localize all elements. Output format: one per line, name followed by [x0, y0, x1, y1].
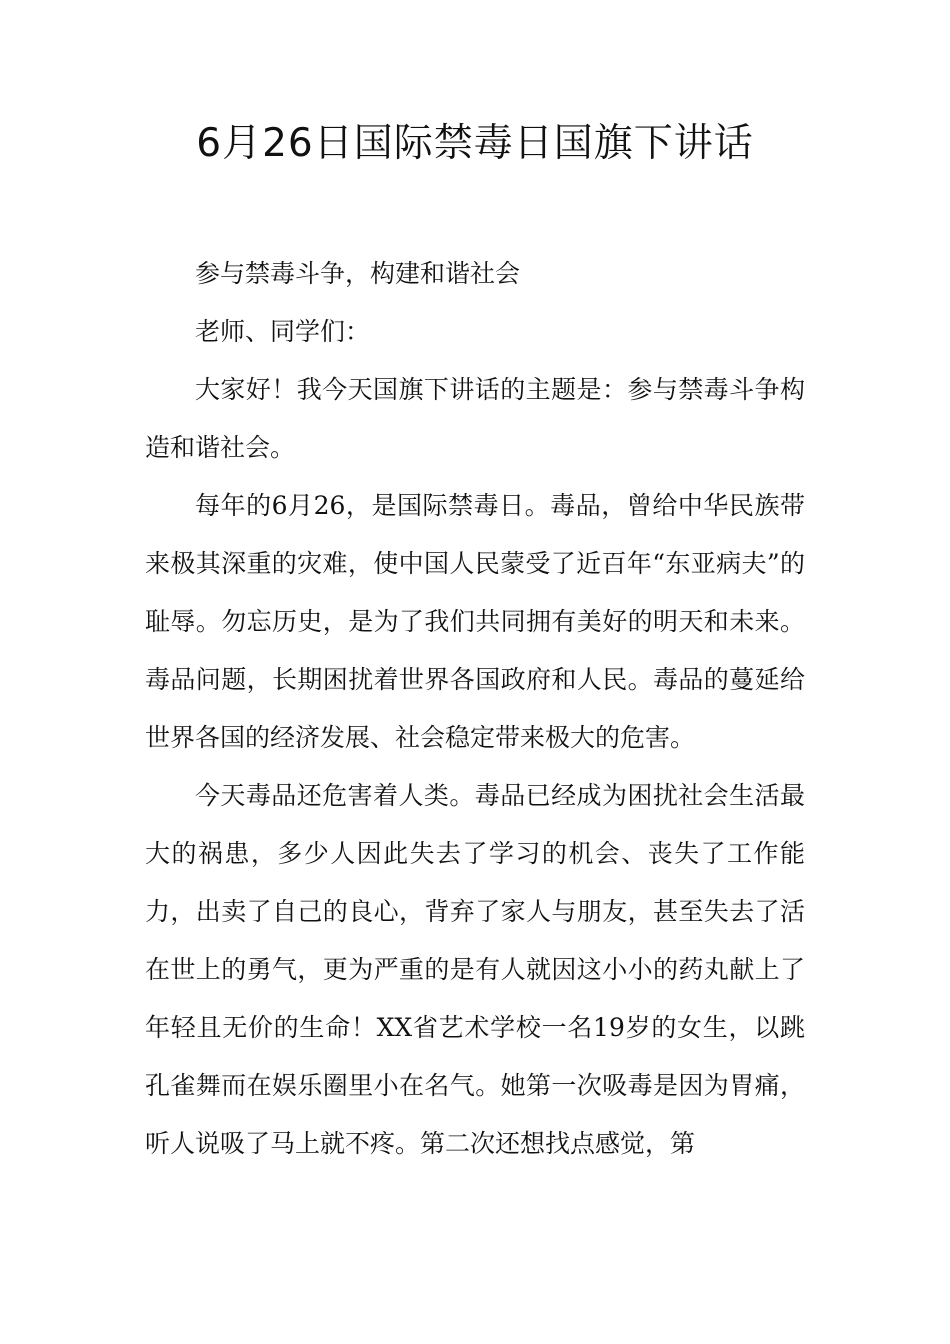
harm-paragraph: 今天毒品还危害着人类。毒品已经成为困扰社会生活最大的祸患，多少人因此失去了学习的机会、丧失了工作能力，出卖了自己的良心，背弃了家人与朋友，甚至失去了活在世上的勇气，更为严重的是有人就因这小小的药丸献上了年轻且无价的生命！XX省艺术学校一名19岁的女生，以跳孔雀舞而在娱乐圈里小在名气。她第一次吸毒是因为胃痛，听人说吸了马上就不疼。第二次还想找点感觉，第: [145, 781, 805, 1158]
salutation-paragraph: 老师、同学们：: [195, 317, 371, 346]
subtitle-paragraph: 参与禁毒斗争，构建和谐社会: [195, 259, 521, 288]
greeting-paragraph: 大家好！我今天国旗下讲话的主题是：参与禁毒斗争构造和谐社会。: [145, 375, 805, 462]
document-body: [145, 245, 805, 1173]
document-title: 6月26日国际禁毒日国旗下讲话: [196, 121, 754, 166]
history-paragraph: 每年的6月26，是国际禁毒日。毒品，曾给中华民族带来极其深重的灾难，使中国人民蒙受了近百年“东亚病夫”的耻辱。勿忘历史，是为了我们共同拥有美好的明天和未来。毒品问题，长期困扰着世界各国政府和人民。毒品的蔓延给世界各国的经济发展、社会稳定带来极大的危害。: [145, 491, 805, 752]
